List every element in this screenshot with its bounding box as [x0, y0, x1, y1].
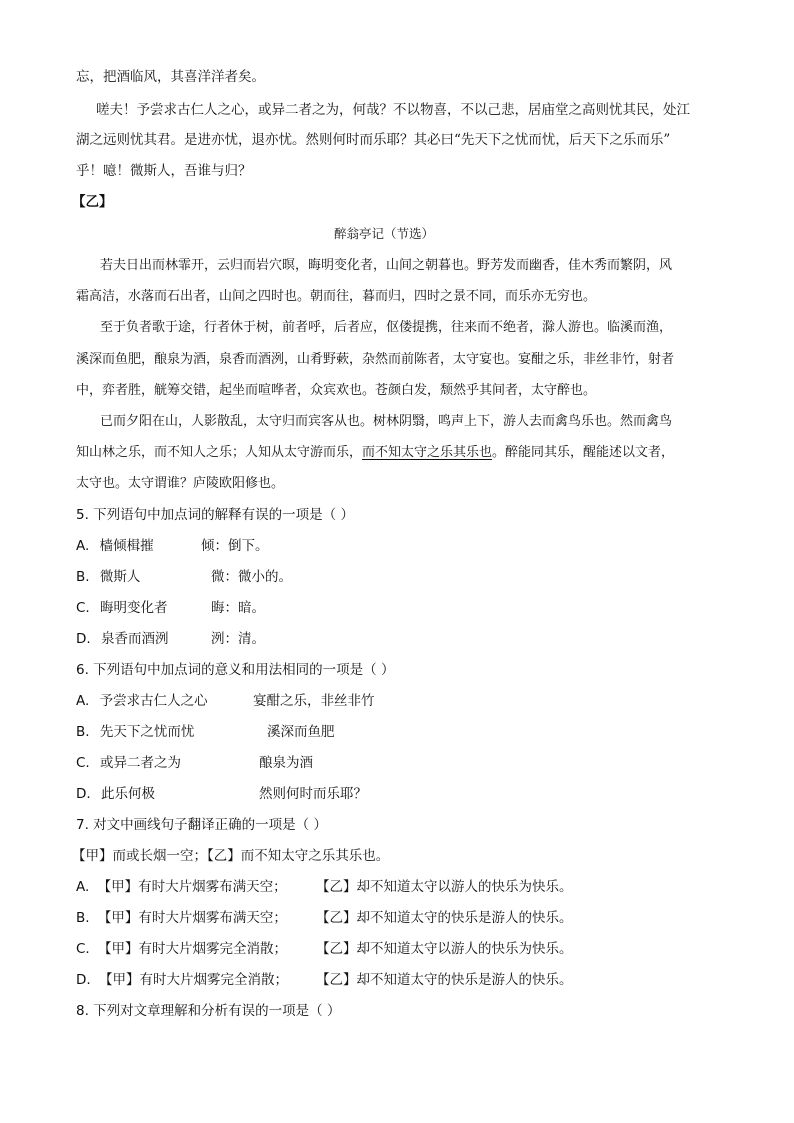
q6-option-b[interactable]	[76, 723, 335, 741]
q5-stem: 5. 下列语句中加点词的解释有误的一项是（ ）	[76, 507, 354, 523]
option-gloss: 洌：清。	[211, 631, 265, 647]
q7-option-d[interactable]	[76, 971, 573, 989]
q7-option-a[interactable]	[76, 878, 573, 896]
option-right-text: 酿泉为酒	[259, 755, 313, 771]
option-right-text: 然则何时而乐耶？	[259, 786, 367, 802]
q5-option-d[interactable]	[76, 630, 265, 648]
option-letter: A.	[76, 538, 90, 554]
q5-option-b[interactable]	[76, 568, 292, 586]
q6-stem: 6. 下列语句中加点词的意义和用法相同的一项是（ ）	[76, 662, 395, 678]
option-gloss: 晦：暗。	[211, 600, 265, 616]
q6-option-a[interactable]	[76, 692, 375, 710]
option-gloss: 倾：倒下。	[201, 538, 269, 554]
q6-option-c[interactable]	[76, 754, 313, 772]
option-left-text: 或异二者之为	[100, 755, 182, 771]
yi-line-6: 已而夕阳在山，人影散乱，太守归而宾客从也。树林阴翳，鸣声上下，游人去而禽鸟乐也。然而禽鸟	[100, 414, 673, 429]
jia-line-3: 湖之远则忧其君。是进亦忧，退亦忧。然则何时而乐耶？其必曰“先天下之忧而忧，后天下之乐而乐”	[76, 132, 671, 148]
q7-option-b[interactable]	[76, 909, 573, 927]
option-yi-text: 【乙】却不知道太守以游人的快乐为快乐。	[316, 941, 573, 957]
yi-line-5: 中，弈者胜，觥筹交错，起坐而喧哗者，众宾欢也。苍颜白发，颓然乎其间者，太守醉也。	[76, 383, 597, 398]
passage-yi-label: 【乙】	[72, 194, 113, 210]
option-left-text: 予尝求古仁人之心	[99, 693, 208, 709]
q7-option-c[interactable]	[76, 940, 573, 958]
jia-line-1: 忘，把酒临风，其喜洋洋者矣。	[76, 69, 265, 85]
yi-line-3: 至于负者歌于途，行者休于树，前者呼，后者应，伛偻提携，往来而不绝者，滁人游也。临溪而渔，	[100, 320, 673, 335]
option-letter: C.	[76, 941, 90, 957]
yi-line-7-part1: 知山林之乐，而不知人之乐；人知从太守游而乐，	[76, 445, 363, 460]
yi-line-7	[76, 444, 674, 462]
q8-stem: 8. 下列对文章理解和分析有误的一项是（ ）	[76, 1003, 341, 1019]
option-yi-text: 【乙】却不知道太守的快乐是游人的快乐。	[316, 972, 573, 988]
option-gloss: 微：微小的。	[211, 569, 292, 585]
option-yi-text: 【乙】却不知道太守的快乐是游人的快乐。	[316, 910, 573, 926]
option-text: 晦明变化者	[100, 600, 168, 616]
option-letter: B.	[76, 569, 90, 585]
yi-line-1: 若夫日出而林霏开，云归而岩穴暝，晦明变化者，山间之朝暮也。野芳发而幽香，佳木秀而繁阴，风	[100, 258, 673, 273]
option-text: 微斯人	[99, 569, 141, 585]
option-letter: C.	[76, 755, 90, 771]
option-letter: C.	[76, 600, 90, 616]
option-text: 樯倾楫摧	[99, 538, 154, 554]
option-right-text: 宴酣之乐，非丝非竹	[253, 693, 375, 709]
option-left-text: 先天下之忧而忧	[99, 724, 195, 740]
q6-option-d[interactable]	[76, 785, 367, 803]
option-jia-text: 【甲】有时大片烟雾完全消散；	[98, 941, 288, 957]
option-letter: B.	[76, 910, 90, 926]
option-letter: B.	[76, 724, 90, 740]
option-letter: D.	[76, 631, 91, 647]
jia-line-4: 乎！噫！微斯人，吾谁与归？	[76, 163, 252, 179]
option-jia-text: 【甲】有时大片烟雾布满天空；	[97, 910, 287, 926]
underlined-sentence-yi: 而不知太守之乐其乐也	[362, 445, 493, 460]
yi-line-2: 霜高洁，水落而石出者，山间之四时也。朝而往，暮而归，四时之景不同，而乐亦无穷也。	[76, 289, 597, 304]
q7-stem: 7. 对文中画线句子翻译正确的一项是（ ）	[76, 817, 327, 833]
jia-line-2: 嗟夫！予尝求古仁人之心，或异二者之为，何哉？不以物喜，不以己悲，居庙堂之高则忧其民，处江	[96, 102, 690, 118]
passage-yi-title: 醉翁亭记（节选）	[334, 226, 435, 241]
option-right-text: 溪深而鱼肥	[267, 724, 335, 740]
option-yi-text: 【乙】却不知道太守以游人的快乐为快乐。	[316, 879, 573, 895]
q5-option-c[interactable]	[76, 599, 265, 617]
yi-line-7-part3: 。醉能同其乐，醒能述以文者，	[492, 445, 675, 460]
q7-sentences: 【甲】而或长烟一空；【乙】而不知太守之乐其乐也。	[72, 848, 390, 864]
option-letter: D.	[76, 786, 91, 802]
option-letter: A.	[76, 693, 90, 709]
option-jia-text: 【甲】有时大片烟雾布满天空；	[97, 879, 287, 895]
yi-line-4: 溪深而鱼肥，酿泉为酒，泉香而酒洌，山肴野蔌，杂然而前陈者，太守宴也。宴酣之乐，非丝非竹，射者	[76, 352, 675, 367]
yi-line-8: 太守也。太守谓谁？庐陵欧阳修也。	[76, 476, 285, 491]
option-letter: A.	[76, 879, 90, 895]
option-jia-text: 【甲】有时大片烟雾完全消散；	[98, 972, 288, 988]
q5-option-a[interactable]	[76, 537, 269, 555]
option-text: 泉香而酒洌	[100, 631, 169, 647]
option-left-text: 此乐何极	[100, 786, 155, 802]
option-letter: D.	[76, 972, 91, 988]
